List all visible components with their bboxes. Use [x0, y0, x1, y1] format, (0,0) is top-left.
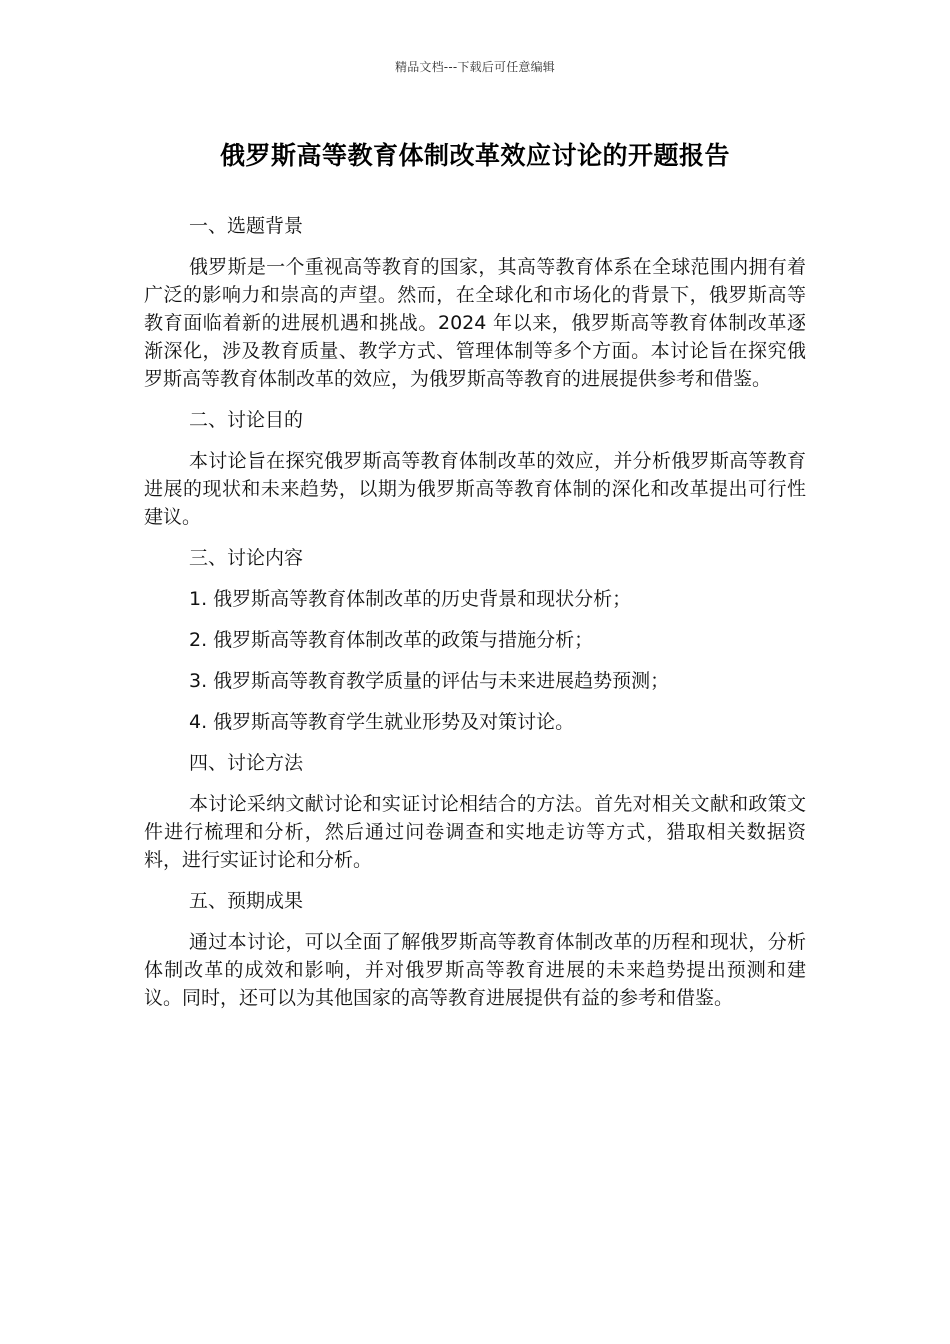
section-heading-outcomes: 五、预期成果	[189, 890, 304, 912]
background-paragraph: 俄罗斯是一个重视高等教育的国家，其高等教育体系在全球范围内拥有着广泛的影响力和崇高的声望。然而，在全球化和市场化的背景下，俄罗斯高等教育面临着新的进展机遇和挑战。2024 年以来，俄罗斯高等教育体制改革逐渐深化，涉及教育质量、教学方式、管理体制等多个方面。本讨论旨在探究俄罗斯高等教育体制改革的效应，为俄罗斯高等教育的进展提供参考和借鉴。	[144, 256, 806, 390]
header-note: 精品文档---下载后可任意编辑	[395, 60, 555, 74]
document-title: 俄罗斯高等教育体制改革效应讨论的开题报告	[219, 141, 730, 170]
section-heading-content: 三、讨论内容	[189, 547, 304, 569]
section-heading-method: 四、讨论方法	[189, 752, 304, 774]
content-list-item: 2. 俄罗斯高等教育体制改革的政策与措施分析；	[189, 629, 594, 651]
method-paragraph: 本讨论采纳文献讨论和实证讨论相结合的方法。首先对相关文献和政策文件进行梳理和分析，然后通过问卷调查和实地走访等方式，猎取相关数据资料，进行实证讨论和分析。	[144, 793, 806, 871]
purpose-paragraph: 本讨论旨在探究俄罗斯高等教育体制改革的效应，并分析俄罗斯高等教育进展的现状和未来趋势，以期为俄罗斯高等教育体制的深化和改革提出可行性建议。	[144, 450, 806, 528]
document-body	[144, 212, 806, 1025]
section-heading-purpose: 二、讨论目的	[189, 409, 304, 431]
content-list-item: 1. 俄罗斯高等教育体制改革的历史背景和现状分析；	[189, 588, 632, 610]
content-list-item: 3. 俄罗斯高等教育教学质量的评估与未来进展趋势预测；	[189, 670, 670, 692]
outcomes-paragraph: 通过本讨论，可以全面了解俄罗斯高等教育体制改革的历程和现状，分析体制改革的成效和影响，并对俄罗斯高等教育进展的未来趋势提出预测和建议。同时，还可以为其他国家的高等教育进展提供有益的参考和借鉴。	[144, 931, 806, 1009]
content-list-item: 4. 俄罗斯高等教育学生就业形势及对策讨论。	[189, 711, 575, 733]
section-heading-background: 一、选题背景	[189, 215, 304, 237]
